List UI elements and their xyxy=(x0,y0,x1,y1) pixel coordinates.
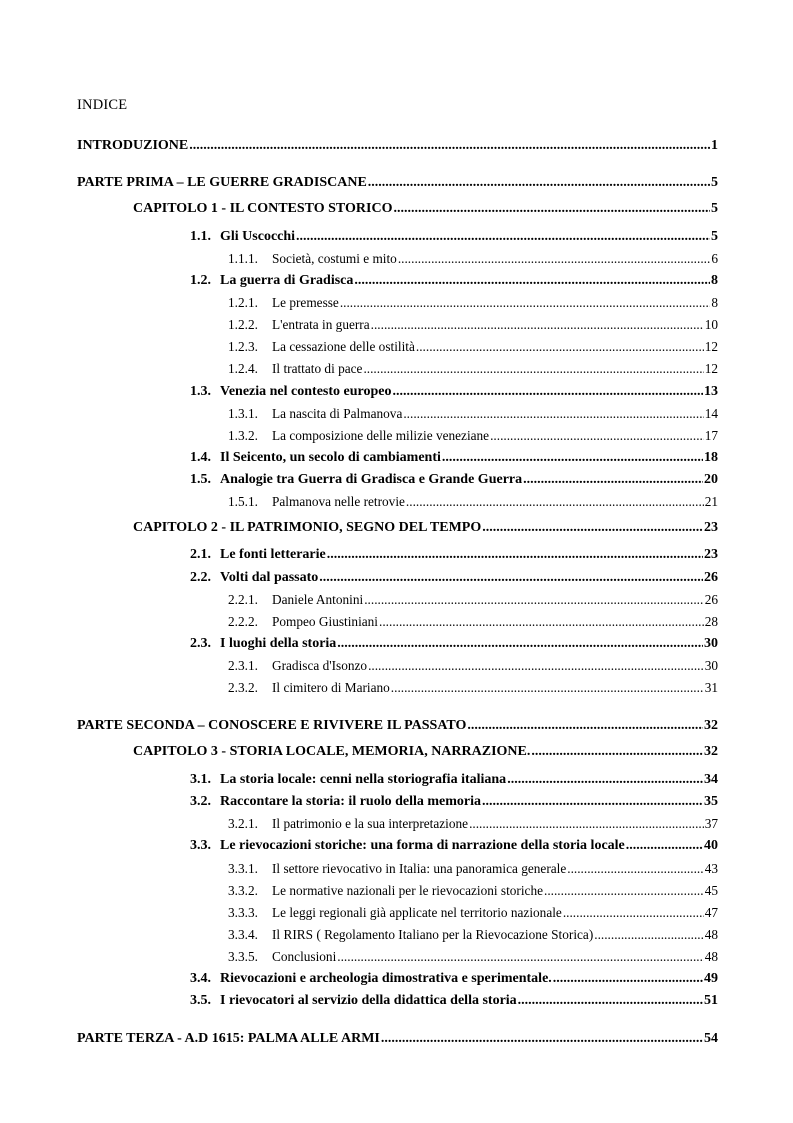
toc-entry-subsection xyxy=(228,860,718,877)
dot-leader xyxy=(490,427,704,444)
toc-entry-chapter xyxy=(133,519,718,536)
entry-page: 54 xyxy=(704,1031,718,1046)
entry-number: 1.5. xyxy=(190,472,211,487)
toc-entry-section xyxy=(190,771,718,788)
toc-entry-section xyxy=(190,793,718,810)
entry-title: Daniele Antonini xyxy=(272,592,364,607)
entry-title: Pompeo Giustiniani xyxy=(272,614,379,629)
entry-title: La storia locale: cenni nella storiografia italiana xyxy=(220,772,507,787)
toc-entry-section xyxy=(190,569,718,586)
dot-leader xyxy=(391,679,704,696)
toc-entry-subsection xyxy=(228,360,718,377)
entry-number: 3.3. xyxy=(190,838,211,853)
entry-page: 12 xyxy=(704,339,718,354)
toc-entry-section xyxy=(190,471,718,488)
dot-leader xyxy=(337,635,703,652)
entry-title: INTRODUZIONE xyxy=(77,138,189,153)
dot-leader xyxy=(379,613,704,630)
dot-leader xyxy=(371,316,704,333)
toc-entry-part xyxy=(77,1030,718,1047)
entry-number: 1.2.4. xyxy=(228,361,258,376)
toc-entry-introduction xyxy=(77,137,718,154)
entry-page: 37 xyxy=(704,816,718,831)
toc-entry-section xyxy=(190,546,718,563)
entry-number: 3.2. xyxy=(190,794,211,809)
entry-page: 1 xyxy=(711,138,718,153)
dot-leader xyxy=(553,970,703,987)
entry-title: Venezia nel contesto europeo xyxy=(220,384,392,399)
entry-number: 2.1. xyxy=(190,547,211,562)
toc-entry-chapter xyxy=(133,200,718,217)
entry-page: 30 xyxy=(704,658,718,673)
entry-page: 48 xyxy=(704,949,718,964)
entry-title: Il trattato di pace xyxy=(272,361,363,376)
entry-number: 2.3.1. xyxy=(228,658,258,673)
toc-entry-subsection xyxy=(228,948,718,965)
toc-entry-subsection xyxy=(228,926,718,943)
dot-leader xyxy=(327,546,703,563)
entry-title: Le fonti letterarie xyxy=(220,547,326,562)
dot-leader xyxy=(626,837,703,854)
entry-page: 12 xyxy=(704,361,718,376)
entry-page: 47 xyxy=(704,905,718,920)
entry-page: 17 xyxy=(704,428,718,443)
entry-page: 49 xyxy=(704,971,718,986)
toc-entry-section xyxy=(190,449,718,466)
dot-leader xyxy=(594,926,703,943)
entry-title: Gradisca d'Isonzo xyxy=(272,658,368,673)
entry-title: Il cimitero di Mariano xyxy=(272,680,390,695)
entry-number: 2.2. xyxy=(190,570,211,585)
entry-page: 35 xyxy=(704,794,718,809)
dot-leader xyxy=(296,228,710,245)
entry-title: I luoghi della storia xyxy=(220,636,337,651)
toc-entry-subsection xyxy=(228,904,718,921)
entry-page: 51 xyxy=(704,993,718,1008)
toc-entry-section xyxy=(190,970,718,987)
entry-title: Le premesse xyxy=(272,295,339,310)
entry-number: 1.4. xyxy=(190,450,211,465)
dot-leader xyxy=(392,383,703,400)
entry-page: 14 xyxy=(704,406,718,421)
dot-leader xyxy=(482,519,703,536)
dot-leader xyxy=(442,449,703,466)
dot-leader xyxy=(507,771,703,788)
dot-leader xyxy=(523,471,703,488)
dot-leader xyxy=(363,360,703,377)
entry-title: Società, costumi e mito xyxy=(272,251,397,266)
entry-number: 1.2. xyxy=(190,273,211,288)
toc-entry-section xyxy=(190,992,718,1009)
toc-entry-subsection xyxy=(228,405,718,422)
toc-entry-subsection xyxy=(228,250,718,267)
entry-page: 21 xyxy=(704,494,718,509)
entry-title: Analogie tra Guerra di Gradisca e Grande Guerra xyxy=(220,472,523,487)
toc-entry-subsection xyxy=(228,657,718,674)
toc-entry-subsection xyxy=(228,338,718,355)
dot-leader xyxy=(482,793,703,810)
entry-page: 32 xyxy=(704,744,718,759)
entry-number: 2.3.2. xyxy=(228,680,258,695)
entry-number: 1.3.1. xyxy=(228,406,258,421)
entry-title: Il RIRS ( Regolamento Italiano per la Rievocazione Storica) xyxy=(272,927,594,942)
dot-leader xyxy=(416,338,704,355)
entry-title: Le rievocazioni storiche: una forma di narrazione della storia locale xyxy=(220,838,625,853)
dot-leader xyxy=(567,860,703,877)
entry-number: 3.3.4. xyxy=(228,927,258,942)
entry-title: Raccontare la storia: il ruolo della memoria xyxy=(220,794,482,809)
entry-page: 40 xyxy=(704,838,718,853)
toc-entry-subsection xyxy=(228,316,718,333)
entry-title: CAPITOLO 1 - IL CONTESTO STORICO xyxy=(133,201,393,216)
entry-title: I rievocatori al servizio della didattica della storia xyxy=(220,993,517,1008)
entry-page: 13 xyxy=(704,384,718,399)
toc-entry-subsection xyxy=(228,294,718,311)
entry-page: 32 xyxy=(704,718,718,733)
entry-number: 2.2.1. xyxy=(228,592,258,607)
dot-leader xyxy=(319,569,703,586)
entry-page: 34 xyxy=(704,772,718,787)
dot-leader xyxy=(563,904,704,921)
entry-title: Le normative nazionali per le rievocazioni storiche xyxy=(272,883,543,898)
dot-leader xyxy=(381,1030,703,1047)
entry-number: 3.2.1. xyxy=(228,816,258,831)
dot-leader xyxy=(393,200,710,217)
toc-entry-section xyxy=(190,228,718,245)
entry-title: PARTE SECONDA – CONOSCERE E RIVIVERE IL PASSATO xyxy=(77,718,467,733)
entry-title: L'entrata in guerra xyxy=(272,317,370,332)
entry-title: La composizione delle milizie veneziane xyxy=(272,428,490,443)
dot-leader xyxy=(403,405,703,422)
toc-heading: INDICE xyxy=(77,97,128,113)
entry-number: 1.3.2. xyxy=(228,428,258,443)
dot-leader xyxy=(354,272,710,289)
entry-page: 30 xyxy=(704,636,718,651)
entry-number: 1.1.1. xyxy=(228,251,258,266)
entry-page: 31 xyxy=(704,680,718,695)
entry-number: 2.2.2. xyxy=(228,614,258,629)
dot-leader xyxy=(368,174,710,191)
entry-page: 28 xyxy=(704,614,718,629)
entry-page: 8 xyxy=(711,273,718,288)
entry-title: Il settore rievocativo in Italia: una panoramica generale xyxy=(272,861,567,876)
entry-number: 3.1. xyxy=(190,772,211,787)
entry-number: 1.2.2. xyxy=(228,317,258,332)
entry-page: 23 xyxy=(704,547,718,562)
entry-page: 10 xyxy=(704,317,718,332)
entry-title: La cessazione delle ostilità xyxy=(272,339,415,354)
dot-leader xyxy=(368,657,704,674)
entry-number: 3.3.3. xyxy=(228,905,258,920)
entry-title: Le leggi regionali già applicate nel territorio nazionale xyxy=(272,905,562,920)
dot-leader xyxy=(518,992,703,1009)
toc-entry-subsection xyxy=(228,493,718,510)
dot-leader xyxy=(469,815,704,832)
entry-title: Gli Uscocchi xyxy=(220,229,296,244)
toc-entry-subsection xyxy=(228,679,718,696)
entry-page: 26 xyxy=(704,570,718,585)
entry-number: 3.5. xyxy=(190,993,211,1008)
entry-page: 45 xyxy=(704,883,718,898)
entry-title: PARTE PRIMA – LE GUERRE GRADISCANE xyxy=(77,175,367,190)
dot-leader xyxy=(544,882,704,899)
entry-page: 26 xyxy=(704,592,718,607)
dot-leader xyxy=(337,948,703,965)
entry-title: La nascita di Palmanova xyxy=(272,406,403,421)
entry-page: 5 xyxy=(711,175,718,190)
dot-leader xyxy=(364,591,703,608)
entry-number: 3.4. xyxy=(190,971,211,986)
toc-entry-subsection xyxy=(228,591,718,608)
entry-page: 8 xyxy=(711,295,718,310)
toc-entry-section xyxy=(190,837,718,854)
toc-entry-part xyxy=(77,174,718,191)
entry-title: Volti dal passato xyxy=(220,570,319,585)
dot-leader xyxy=(406,493,704,510)
toc-entry-subsection xyxy=(228,815,718,832)
entry-number: 1.5.1. xyxy=(228,494,258,509)
toc-entry-part xyxy=(77,717,718,734)
dot-leader xyxy=(398,250,711,267)
entry-page: 5 xyxy=(711,201,718,216)
entry-number: 3.3.2. xyxy=(228,883,258,898)
toc-entry-chapter xyxy=(133,743,718,760)
toc-entry-subsection xyxy=(228,613,718,630)
entry-number: 1.2.3. xyxy=(228,339,258,354)
entry-number: 3.3.1. xyxy=(228,861,258,876)
toc-entry-section xyxy=(190,383,718,400)
entry-page: 6 xyxy=(711,251,718,266)
entry-title: Conclusioni xyxy=(272,949,337,964)
toc-entry-subsection xyxy=(228,882,718,899)
entry-number: 3.3.5. xyxy=(228,949,258,964)
entry-title: PARTE TERZA - A.D 1615: PALMA ALLE ARMI xyxy=(77,1031,380,1046)
entry-title: La guerra di Gradisca xyxy=(220,273,354,288)
toc-entry-subsection xyxy=(228,427,718,444)
entry-title: Palmanova nelle retrovie xyxy=(272,494,405,509)
toc-entry-section xyxy=(190,635,718,652)
entry-number: 1.3. xyxy=(190,384,211,399)
dot-leader xyxy=(467,717,703,734)
entry-title: Rievocazioni e archeologia dimostrativa e sperimentale. xyxy=(220,971,552,986)
entry-title: CAPITOLO 2 - IL PATRIMONIO, SEGNO DEL TEMPO xyxy=(133,520,482,535)
entry-page: 23 xyxy=(704,520,718,535)
entry-page: 18 xyxy=(704,450,718,465)
dot-leader xyxy=(340,294,711,311)
entry-title: CAPITOLO 3 - STORIA LOCALE, MEMORIA, NARRAZIONE. xyxy=(133,744,531,759)
entry-page: 48 xyxy=(704,927,718,942)
entry-number: 1.2.1. xyxy=(228,295,258,310)
dot-leader xyxy=(189,137,710,154)
entry-title: Il Seicento, un secolo di cambiamenti xyxy=(220,450,441,465)
entry-page: 20 xyxy=(704,472,718,487)
entry-title: Il patrimonio e la sua interpretazione xyxy=(272,816,469,831)
dot-leader xyxy=(531,743,703,760)
entry-number: 1.1. xyxy=(190,229,211,244)
entry-page: 43 xyxy=(704,861,718,876)
toc-entry-section xyxy=(190,272,718,289)
entry-number: 2.3. xyxy=(190,636,211,651)
entry-page: 5 xyxy=(711,229,718,244)
